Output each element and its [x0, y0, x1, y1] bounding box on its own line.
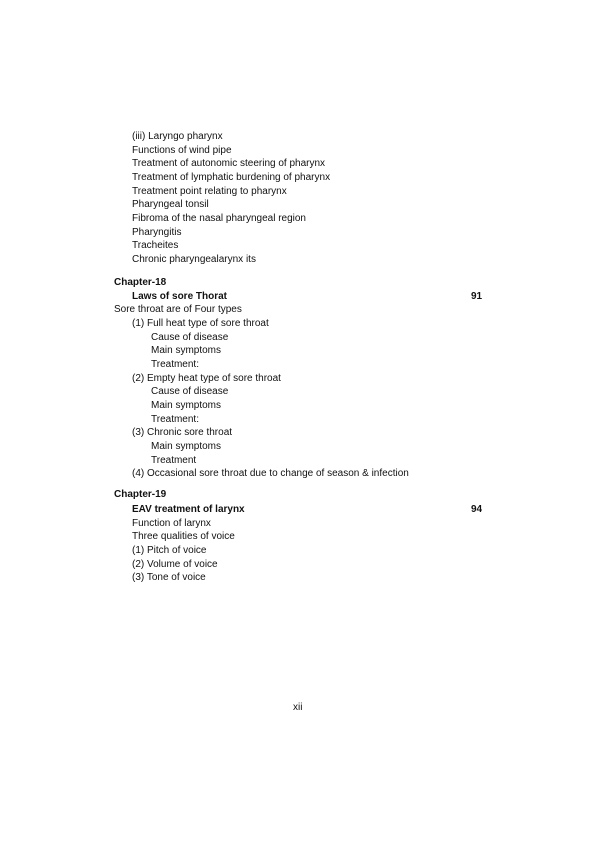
toc-subentry: Treatment:: [151, 414, 199, 425]
toc-entry: Tracheites: [132, 240, 179, 251]
toc-subentry: Main symptoms: [151, 441, 222, 452]
page-number: xii: [293, 702, 303, 713]
chapter-page-number: 94: [471, 504, 483, 515]
toc-entry: (3) Chronic sore throat: [132, 427, 233, 438]
toc-entry: (4) Occasional sore throat due to change of season & infection: [132, 468, 409, 479]
toc-subentry: Treatment:: [151, 359, 199, 370]
toc-entry: Three qualities of voice: [132, 531, 235, 542]
toc-subentry: Cause of disease: [151, 332, 229, 343]
chapter-heading: Chapter-18: [114, 277, 167, 288]
toc-subentry: Main symptoms: [151, 345, 222, 356]
toc-entry: (1) Full heat type of sore throat: [132, 318, 269, 329]
toc-entry: Function of larynx: [132, 518, 211, 529]
toc-entry: (iii) Laryngo pharynx: [132, 131, 223, 142]
chapter-title: Laws of sore Thorat: [132, 291, 228, 302]
toc-entry: Treatment of lymphatic burdening of pharynx: [132, 172, 331, 183]
toc-subentry: Treatment: [151, 455, 197, 466]
toc-entry: Functions of wind pipe: [132, 145, 232, 156]
toc-entry: (2) Volume of voice: [132, 559, 218, 570]
toc-entry: Treatment point relating to pharynx: [132, 186, 287, 197]
toc-entry: (1) Pitch of voice: [132, 545, 207, 556]
toc-entry: Pharyngitis: [132, 227, 182, 238]
toc-entry: Fibroma of the nasal pharyngeal region: [132, 213, 306, 224]
chapter-heading: Chapter-19: [114, 489, 167, 500]
chapter-page-number: 91: [471, 291, 483, 302]
toc-entry: Sore throat are of Four types: [114, 304, 242, 315]
toc-entry: (3) Tone of voice: [132, 572, 206, 583]
toc-entry: Treatment of autonomic steering of pharynx: [132, 158, 326, 169]
toc-entry: Chronic pharyngealarynx its: [132, 254, 256, 265]
toc-subentry: Cause of disease: [151, 386, 229, 397]
toc-entry: Pharyngeal tonsil: [132, 199, 209, 210]
toc-entry: (2) Empty heat type of sore throat: [132, 373, 281, 384]
toc-subentry: Main symptoms: [151, 400, 222, 411]
chapter-title: EAV treatment of larynx: [132, 504, 245, 515]
